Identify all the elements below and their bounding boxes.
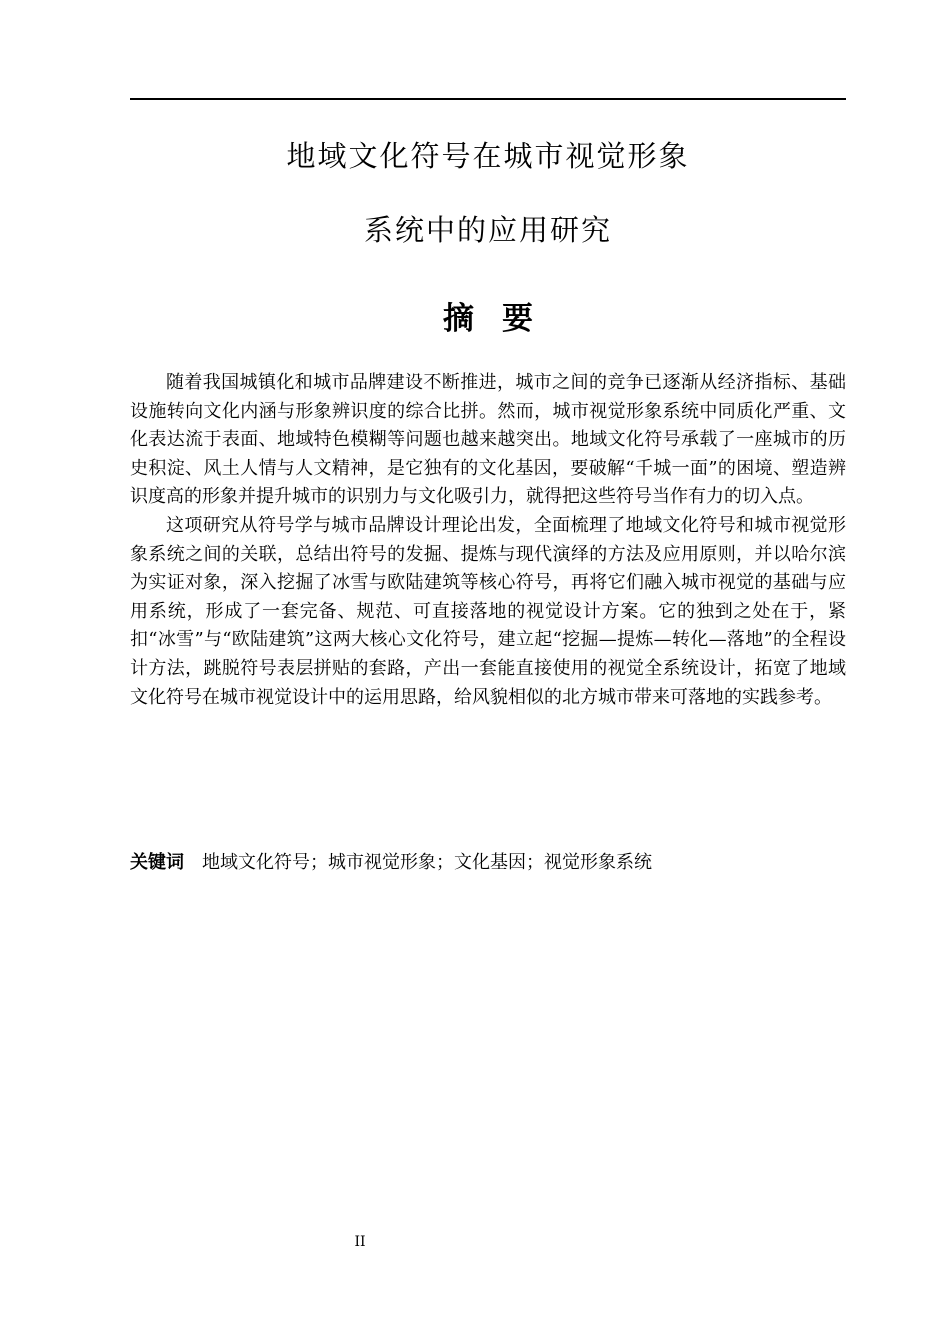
- abstract-heading: 摘要: [443, 301, 561, 337]
- header-rule: [130, 98, 846, 100]
- title-line-2: 系统中的应用研究: [363, 213, 612, 247]
- title-line-1: 地域文化符号在城市视觉形象: [286, 139, 690, 173]
- page-number: II: [354, 1234, 366, 1250]
- keywords-line: [130, 849, 846, 877]
- abstract-paragraph-2: 这项研究从符号学与城市品牌设计理论出发，全面梳理了地域文化符号和城市视觉形象系统之间的关联，总结出符号的发掘、提炼与现代演绎的方法及应用原则，并以哈尔滨为实证对象，深入挖掘了冰雪与欧陆建筑等核心符号，再将它们融入城市视觉的基础与应用系统，形成了一套完备、规范、可直接落地的视觉设计方案。它的独到之处在于，紧扣“冰雪”与“欧陆建筑”这两大核心文化符号，建立起“挖掘—提炼—转化—落地”的全程设计方法，跳脱符号表层拼贴的套路，产出一套能直接使用的视觉全系统设计，拓宽了地域文化符号在城市视觉设计中的运用思路，给风貌相似的北方城市带来可落地的实践参考。: [130, 514, 846, 708]
- abstract-body: [130, 369, 846, 712]
- keywords-text: 地域文化符号；城市视觉形象；文化基因；视觉形象系统: [202, 852, 652, 873]
- keywords-label: 关键词: [130, 852, 184, 873]
- abstract-paragraph-1: 随着我国城镇化和城市品牌建设不断推进，城市之间的竞争已逐渐从经济指标、基础设施转向文化内涵与形象辨识度的综合比拼。然而，城市视觉形象系统中同质化严重、文化表达流于表面、地域特色模糊等问题也越来越突出。地域文化符号承载了一座城市的历史积淀、风土人情与人文精神，是它独有的文化基因，要破解“千城一面”的困境、塑造辨识度高的形象并提升城市的识别力与文化吸引力，就得把这些符号当作有力的切入点。: [130, 372, 846, 508]
